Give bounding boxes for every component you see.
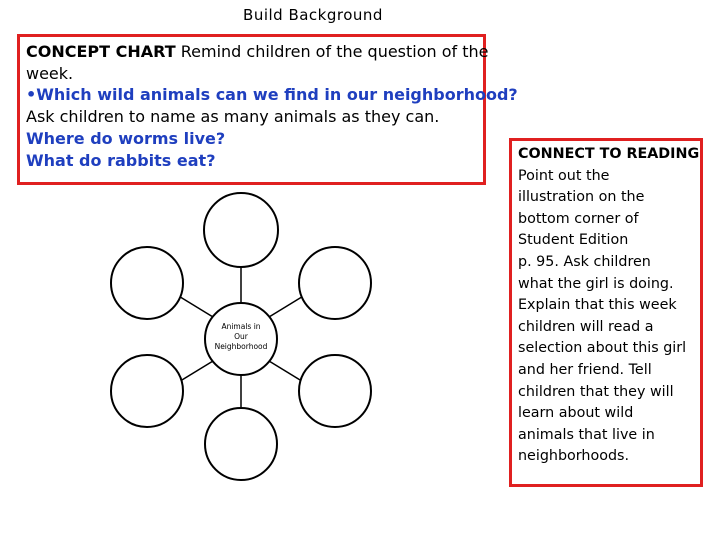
discussion-question: Where do worms live?	[26, 128, 226, 148]
connect-to-reading-line: animals that live in	[518, 426, 655, 443]
connect-to-reading-line: children that they will	[518, 383, 674, 400]
connect-to-reading-line: Point out the	[518, 167, 610, 184]
web-circle-lower-right[interactable]	[299, 355, 371, 427]
concept-chart-line: week.	[26, 63, 74, 83]
web-center-label-line: Our	[234, 332, 248, 341]
web-spoke-upper-left	[177, 295, 213, 317]
connect-to-reading-line: and her friend. Tell	[518, 361, 652, 378]
web-center-label	[206, 322, 276, 352]
web-circle-bottom[interactable]	[205, 408, 277, 480]
connect-to-reading-box	[509, 138, 703, 487]
connect-to-reading-line: bottom corner of	[518, 210, 639, 227]
connect-to-reading-line: selection about this girl	[518, 340, 687, 357]
question-of-week: •Which wild animals can we find in our neighborhood?	[26, 85, 518, 105]
connect-to-reading-line: Explain that this week	[518, 297, 677, 314]
web-circle-upper-right[interactable]	[299, 247, 371, 319]
concept-chart-instruction: Remind children of the question of the	[175, 42, 489, 61]
web-center-label-line: Animals in	[221, 322, 261, 331]
connect-to-reading-line: p. 95. Ask children	[518, 253, 651, 270]
slide-title: Build Background	[243, 6, 383, 24]
connect-to-reading-line: neighborhoods.	[518, 448, 630, 465]
connect-to-reading-line: Student Edition	[518, 232, 629, 249]
web-circle-upper-left[interactable]	[111, 247, 183, 319]
concept-chart-line: Ask children to name as many animals as they can.	[26, 107, 440, 127]
connect-to-reading-heading: CONNECT TO READING	[518, 146, 700, 162]
discussion-question: What do rabbits eat?	[26, 150, 216, 170]
connect-to-reading-line: learn about wild	[518, 405, 634, 422]
connect-to-reading-line: illustration on the	[518, 189, 645, 206]
web-spoke-lower-right	[269, 361, 305, 383]
concept-chart-line	[26, 41, 489, 63]
web-circle-top[interactable]	[204, 193, 278, 267]
connect-to-reading-line: children will read a	[518, 318, 654, 335]
concept-chart-box	[17, 34, 518, 185]
web-center-label-line: Neighborhood	[214, 342, 268, 351]
web-spoke-upper-right	[269, 295, 305, 317]
web-spoke-lower-left	[177, 361, 213, 383]
web-circle-lower-left[interactable]	[111, 355, 183, 427]
concept-chart-heading: CONCEPT CHART	[26, 42, 176, 61]
connect-to-reading-line: what the girl is doing.	[518, 275, 674, 292]
